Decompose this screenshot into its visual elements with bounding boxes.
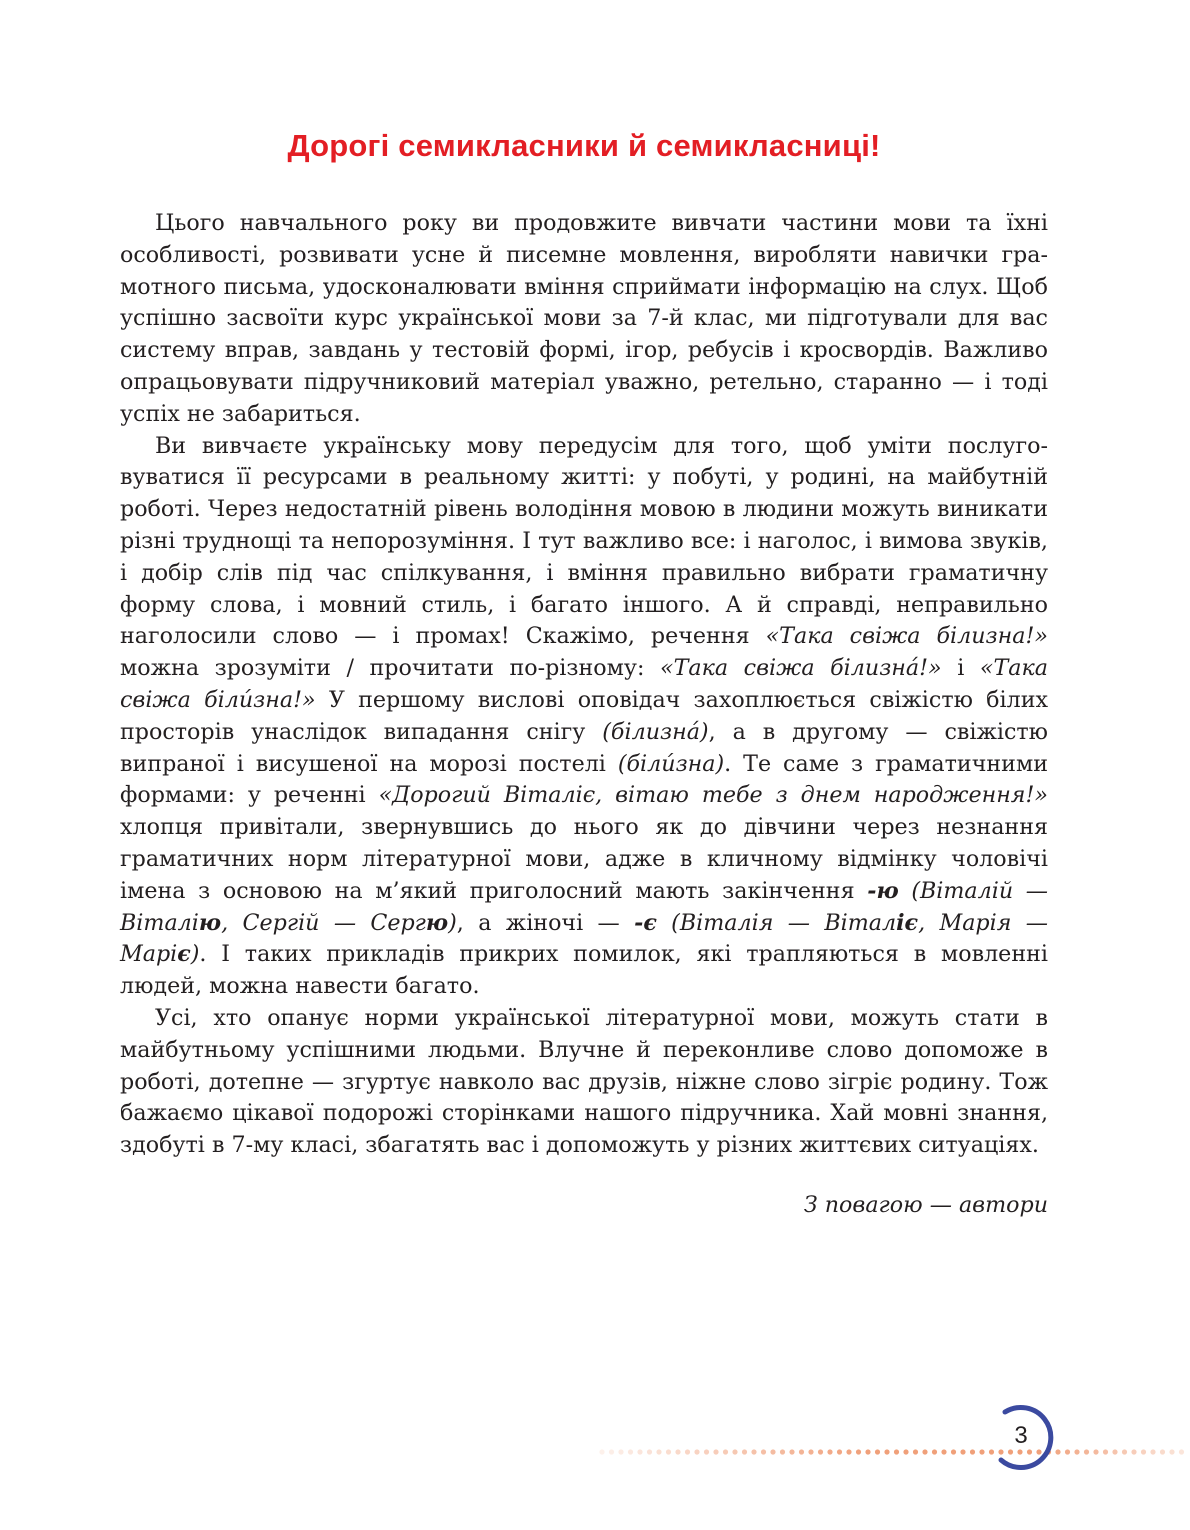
text-run: , Сергій — Серг [221,909,426,936]
dot [685,1449,690,1454]
text-run: У першому висловi оповідач захоплюється свіжістю білих просторів унаслідок випадання снігу [120,686,1048,745]
dot [1150,1449,1155,1454]
dot [666,1449,671,1454]
dot [742,1449,747,1454]
paragraph-3 [120,1003,1048,1162]
dot [628,1449,633,1454]
dot [599,1449,604,1454]
dot [960,1449,965,1454]
text-run: . І таких прикладів прикрих помилок, які трапляються в мовленні людей, можна навести багато. [120,941,1048,1000]
dot [856,1449,861,1454]
text-run: Цього навчального року ви продовжите вивчати частини мови та їхні особливості, розвивати усне й писемне мовлення, виробляти навички грамотного письма, удосконалювати вміння сприймати інформацію на слух. Щоб успішно засвоїти курс української мови за 7-й клас, ми підготували для вас систему вправ, завдань у тестовій формі, ігор, ребусів і кросвордів. Важливо опрацьовувати підручниковий матеріал уважно, ретельно, старанно — і тоді успіх не забариться. [120,210,1048,427]
dot [751,1449,756,1454]
text-run: (білúзна) [617,750,725,777]
body-text [120,208,1048,1162]
text-run: хлопця привітали, звернувшись до нього як до дівчини через незнання граматичних норм літературної мови, адже в кличному відмінку чоловічі імена з основою на м’який приголосний мають закінчення [120,814,1048,904]
dot [808,1449,813,1454]
dot [827,1449,832,1454]
dot [732,1449,737,1454]
text-run: «Така свіжа білизна!» [765,623,1048,650]
dot [1093,1449,1098,1454]
decorative-dots-line [598,1446,1190,1458]
text-run: (Віталія — Вітал [656,909,897,936]
dot [932,1449,937,1454]
dot [1122,1449,1127,1454]
text-run: , Марія — Марі [120,909,1048,968]
dot [941,1449,946,1454]
dot [884,1449,889,1454]
dot [818,1449,823,1454]
text-run: . Те саме з граматичними формами: у реченні [120,750,1048,809]
dot [970,1449,975,1454]
dot [780,1449,785,1454]
dot [1103,1449,1108,1454]
dot [675,1449,680,1454]
dot [770,1449,775,1454]
paragraph-2 [120,431,1048,1003]
text-run: «Така свіжа білúзна!» [120,655,1048,713]
dot [837,1449,842,1454]
text-run: можна зрозуміти / прочитати по-різному: [120,655,661,682]
paragraph-1 [120,208,1048,431]
dot [865,1449,870,1454]
text-run: Ви вивчаєте українську мову передусім для того, щоб уміти послуговуватися її ресурсами в реальному житті: у побуті, у родині, на майбутній роботі. Через недостатній рівень володіння мовою в людини можуть виникати різні труднощі та непорозуміння. І тут важливо все: і наголос, і вимова звуків, і добір слів під час спілкування, і вміння правильно вибрати граматичну форму слова, і мовний стиль, і багато іншого. А й справді, неправильно наголосили слово — і промах! Скажімо, речення [120,432,1048,650]
text-run: -ю [867,877,899,904]
text-run: -є [634,909,657,936]
text-run: Усі, хто опанує норми української літературної мови, можуть стати в майбутньому успішними людьми. Влучне й переконливе слово допоможе в роботі, дотепне — згуртує навколо вас друзів, ніжне слово зігріє родину. Тож бажаємо цікавої подорожі сторінками нашого підручника. Хай мовні знання, здобуті в 7-му класі, збагатять вас і допоможуть у різних життєвих ситуаціях. [120,1004,1048,1159]
text-run: іє [896,909,919,936]
dot [799,1449,804,1454]
text-run: і [941,655,980,682]
text-run: ю [425,909,449,936]
dot [1084,1449,1089,1454]
dot [1074,1449,1079,1454]
dot [1179,1449,1184,1454]
dot [656,1449,661,1454]
dot [903,1449,908,1454]
text-run: , а жіночі — [456,909,635,936]
dot [609,1449,614,1454]
dot [637,1449,642,1454]
text-run: ) [448,909,457,936]
dot [913,1449,918,1454]
dot [704,1449,709,1454]
dot [922,1449,927,1454]
dot [694,1449,699,1454]
dot [1112,1449,1117,1454]
signature: З повагою — автори [803,1192,1048,1218]
dot [789,1449,794,1454]
text-run: «Така свіжа білизна́!» [660,655,942,682]
dot [1169,1449,1174,1454]
text-run: , а в другому — свіжістю випраної і висушеної на морозі постелі [120,718,1048,777]
text-run: ю [198,909,222,936]
text-run: (білизна́) [602,718,709,745]
dot [894,1449,899,1454]
text-run: ) [190,941,200,968]
dot [1141,1449,1146,1454]
dot [1160,1449,1165,1454]
dot [951,1449,956,1454]
dot [761,1449,766,1454]
dot [647,1449,652,1454]
text-run: (Віталій — Віталі [120,877,1048,936]
text-run: «Дорогий Віталіє, вітаю тебе з днем народження!» [378,782,1048,809]
page-title: Дорогі семикласники й семикласниці! [287,128,881,163]
dot [875,1449,880,1454]
dot [618,1449,623,1454]
dot [713,1449,718,1454]
dot [1131,1449,1136,1454]
page-number: 3 [1014,1422,1028,1449]
dot [846,1449,851,1454]
dot [1065,1449,1070,1454]
text-run: є [177,941,191,968]
dot [723,1449,728,1454]
